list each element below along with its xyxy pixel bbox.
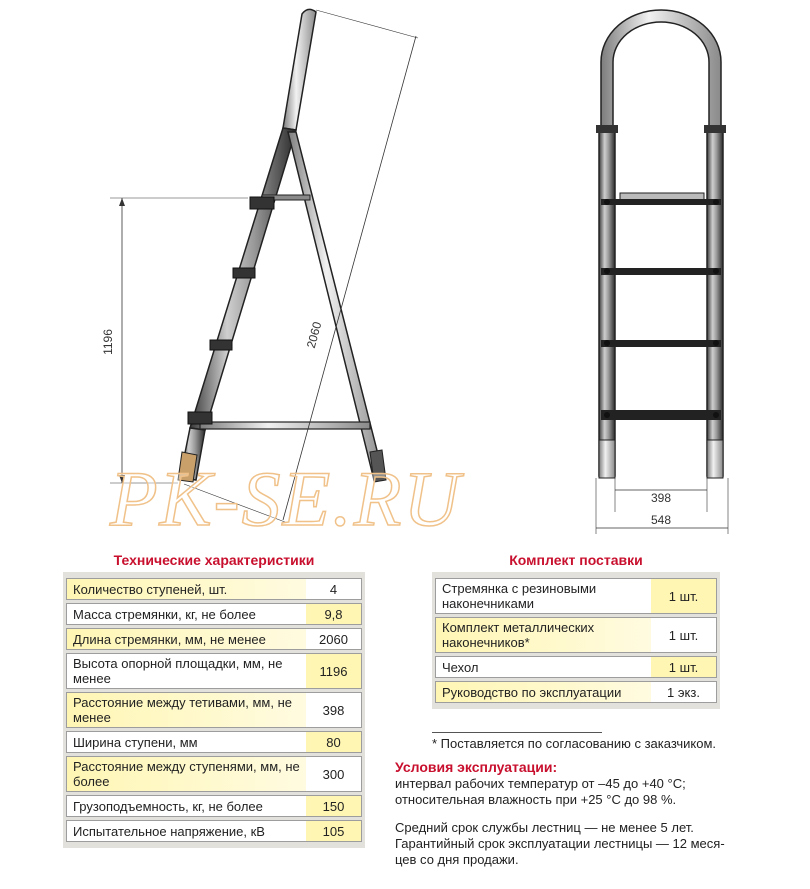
spec-label: Испытательное напряжение, кВ (66, 820, 306, 842)
dim-height-label: 1196 (101, 329, 115, 355)
spec-label: Грузоподъемность, кг, не более (66, 795, 306, 817)
spec-value: 398 (306, 692, 362, 728)
spec-label: Расстояние между ступенями, мм, не более (66, 756, 306, 792)
spec-label: Ширина ступени, мм (66, 731, 306, 753)
side-step-clamp (233, 268, 255, 278)
table-row (435, 681, 717, 703)
spec-label: Расстояние между тетивами, мм, не менее (66, 692, 306, 728)
side-step-clamp (210, 340, 232, 350)
kit-label: Чехол (435, 656, 651, 678)
side-view (101, 9, 418, 522)
footnote-divider (432, 732, 602, 733)
conditions-line: относительная влажность при +25 °С до 98 %. (395, 792, 677, 807)
table-row (66, 820, 362, 842)
tech-specs-title: Технические характеристики (113, 552, 315, 568)
table-row (435, 617, 717, 653)
side-handle (283, 9, 316, 130)
table-row (435, 656, 717, 678)
dim-width-label: 548 (650, 513, 672, 527)
front-left-upright (599, 128, 615, 476)
kit-table (432, 572, 720, 709)
table-row (66, 603, 362, 625)
spec-label: Высота опорной площадки, мм, не менее (66, 653, 306, 689)
spec-label: Количество ступеней, шт. (66, 578, 306, 600)
kit-label: Стремянка с резиновыми наконечниками (435, 578, 651, 614)
service-line: цев со дня продажи. (395, 852, 519, 867)
spec-value: 80 (306, 731, 362, 753)
front-step (601, 268, 721, 275)
spec-label: Длина стремянки, мм, не менее (66, 628, 306, 650)
service-line: Средний срок службы лестниц — не менее 5 лет. (395, 820, 694, 835)
front-right-upright (707, 128, 723, 476)
spec-value: 4 (306, 578, 362, 600)
service-line: Гарантийный срок эксплуатации лестницы — 12 меся- (395, 836, 725, 851)
kit-title: Комплект поставки (509, 552, 643, 568)
side-front-stringer (190, 128, 296, 430)
kit-label: Руководство по эксплуатации (435, 681, 651, 703)
table-row (66, 628, 362, 650)
kit-value: 1 шт. (651, 656, 717, 678)
conditions-line: интервал рабочих температур от –45 до +40 °С; (395, 776, 686, 791)
side-step-clamp (250, 197, 274, 209)
table-row (66, 756, 362, 792)
front-step (601, 340, 721, 347)
table-row (66, 795, 362, 817)
kit-label: Комплект металлических наконечников* (435, 617, 651, 653)
footnote: * Поставляется по согласованию с заказчиком. (432, 736, 717, 751)
table-row (66, 578, 362, 600)
table-row (435, 578, 717, 614)
spec-value: 9,8 (306, 603, 362, 625)
front-view (596, 10, 728, 534)
spec-value: 300 (306, 756, 362, 792)
table-row (66, 653, 362, 689)
table-row (66, 731, 362, 753)
kit-value: 1 экз. (651, 681, 717, 703)
spec-value: 2060 (306, 628, 362, 650)
spec-value: 150 (306, 795, 362, 817)
spec-value: 1196 (306, 653, 362, 689)
dim-length-label: 2060 (303, 320, 325, 350)
kit-value: 1 шт. (651, 578, 717, 614)
front-step (601, 410, 721, 420)
front-arch-handle (601, 10, 721, 128)
spec-label: Масса стремянки, кг, не более (66, 603, 306, 625)
spec-value: 105 (306, 820, 362, 842)
table-row (66, 692, 362, 728)
watermark: PK-SE.RU (110, 455, 462, 542)
side-step-clamp (188, 412, 212, 424)
dim-between-label: 398 (650, 491, 672, 505)
conditions-title: Условия эксплуатации: (395, 759, 558, 775)
kit-value: 1 шт. (651, 617, 717, 653)
tech-specs-table (63, 572, 365, 848)
side-lower-brace (200, 422, 370, 429)
